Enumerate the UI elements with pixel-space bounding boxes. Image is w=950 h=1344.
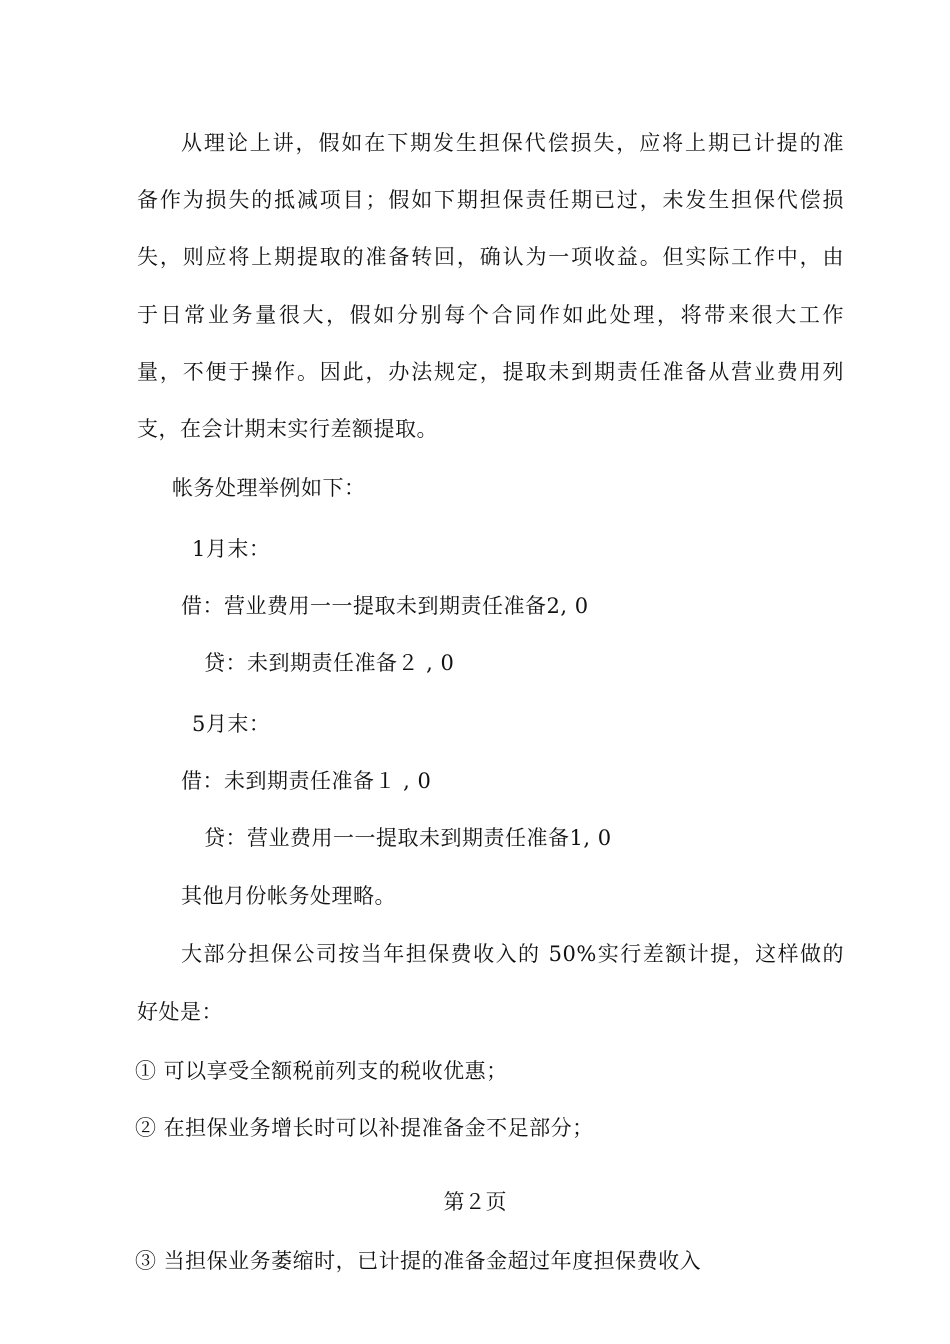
jan-debit-entry: 借：营业费用一一提取未到期责任准备2, 0 (181, 594, 589, 618)
paragraph-1-line-1: 从理论上讲，假如在下期发生担保代偿损失，应将上期已计提的准 (181, 131, 844, 155)
may-heading: 5月末： (192, 712, 271, 736)
benefit-item-3: ③ 当担保业务萎缩时，已计提的准备金超过年度担保费收入 (135, 1249, 702, 1273)
may-credit-entry: 贷：营业费用一一提取未到期责任准备1, 0 (204, 826, 612, 850)
paragraph-2-line-2: 好处是： (137, 1000, 223, 1024)
page-number: 第２页 (443, 1190, 507, 1214)
paragraph-1-line-2: 备作为损失的抵减项目；假如下期担保责任期已过，未发生担保代偿损 (137, 188, 844, 212)
benefit-item-2: ② 在担保业务增长时可以补提准备金不足部分； (135, 1116, 594, 1140)
paragraph-1-line-5: 量，不便于操作。因此，办法规定，提取未到期责任准备从营业费用列 (137, 360, 844, 384)
other-months-note: 其他月份帐务处理略。 (181, 884, 396, 908)
example-intro: 帐务处理举例如下： (172, 476, 366, 500)
paragraph-1-line-6: 支，在会计期末实行差额提取。 (137, 417, 438, 441)
jan-heading: 1月末： (192, 537, 271, 561)
may-debit-entry: 借：未到期责任准备１ , 0 (181, 769, 432, 793)
paragraph-2-line-1: 大部分担保公司按当年担保费收入的 50%实行差额计提，这样做的 (181, 942, 844, 966)
paragraph-1-line-3: 失，则应将上期提取的准备转回，确认为一项收益。但实际工作中，由 (137, 245, 844, 269)
jan-credit-entry: 贷：未到期责任准备２ , 0 (204, 651, 455, 675)
benefit-item-1: ① 可以享受全额税前列支的税收优惠； (135, 1059, 508, 1083)
paragraph-1-line-4: 于日常业务量很大，假如分别每个合同作如此处理，将带来很大工作 (137, 303, 844, 327)
